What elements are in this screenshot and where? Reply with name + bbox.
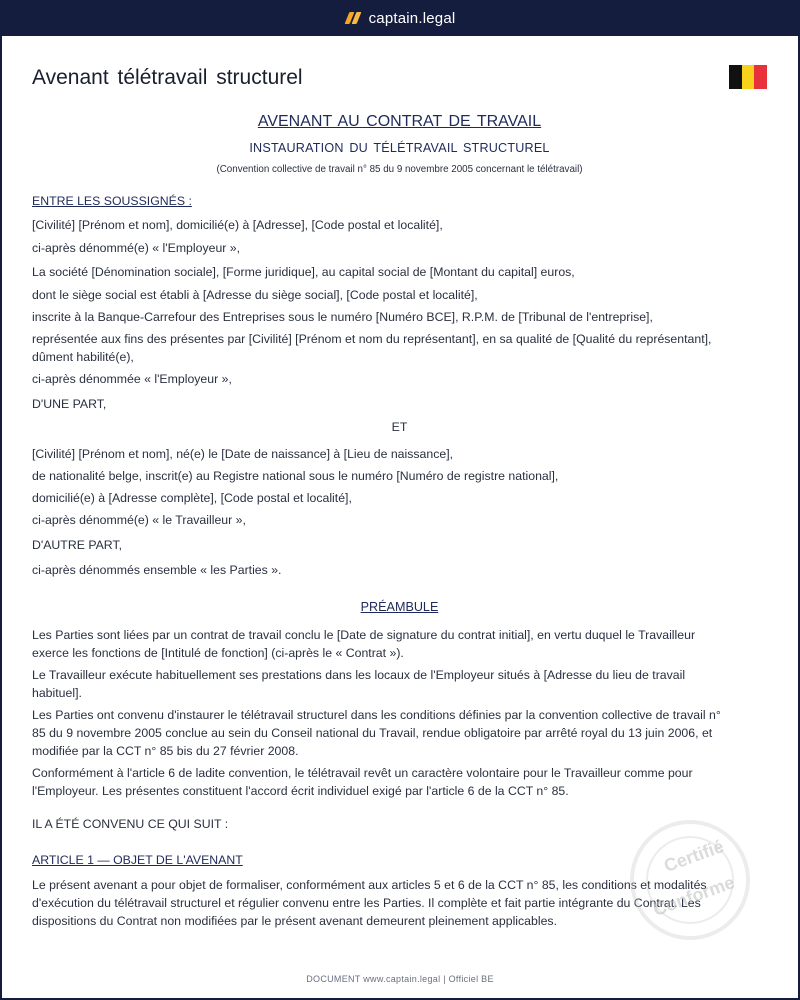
preamble-paragraph: Les Parties sont liées par un contrat de travail conclu le [Date de signature du contrat initial], en vertu duquel le Travailleur exerce les fonctions de [Intitulé de fonction] (ci-après le « Contrat »).: [32, 628, 696, 660]
party1-line: dont le siège social est établi à [Adresse du siège social], [Code postal et localité],: [32, 288, 478, 302]
party2-line: D'AUTRE PART,: [32, 538, 123, 552]
party2-line: de nationalité belge, inscrit(e) au Registre national sous le numéro [Numéro de registre national],: [32, 469, 559, 483]
certified-stamp: [630, 820, 750, 940]
party1-line: La société [Dénomination sociale], [Forme juridique], au capital social de [Montant du capital] euros,: [32, 265, 575, 279]
article1-paragraph: Le présent avenant a pour objet de formaliser, conformément aux articles 5 et 6 de la CCT n° 85, les conditions et modalités d'exécution du télétravail structurel et régulier convenu entre les Parties. Il complète et fait partie intégrante du Contrat. Les dispositions du Contrat non modifiées par le présent avenant demeurent pleinement applicables.: [32, 878, 707, 928]
party1-line: D'UNE PART,: [32, 397, 107, 411]
agreed-clause: IL A ÉTÉ CONVENU CE QUI SUIT :: [32, 817, 229, 831]
brand-name: captain.legal: [368, 9, 456, 27]
article1-heading: ARTICLE 1 — OBJET DE L'AVENANT: [32, 853, 243, 867]
party1-line: [Civilité] [Prénom et nom], domicilié(e) à [Adresse], [Code postal et localité],: [32, 218, 443, 232]
party1-line: représentée aux fins des présentes par [Civilité] [Prénom et nom du représentant], en sa qualité de [Qualité du représentant], dûment habilité(e),: [32, 332, 712, 364]
belgium-flag-icon: [729, 65, 767, 89]
brand[interactable]: [345, 10, 456, 27]
party2-line: domicilié(e) à [Adresse complète], [Code postal et localité],: [32, 491, 352, 505]
top-bar: [0, 0, 800, 36]
captain-legal-logo-icon: [345, 12, 361, 24]
footer: DOCUMENT www.captain.legal | Officiel BE: [306, 974, 494, 984]
party2-line: ci-après dénommés ensemble « les Parties ».: [32, 563, 282, 577]
party2-line: [Civilité] [Prénom et nom], né(e) le [Date de naissance] à [Lieu de naissance],: [32, 447, 454, 461]
preamble-paragraph: Les Parties ont convenu d'instaurer le télétravail structurel dans les conditions définies par la convention collective de travail n° 85 du 9 novembre 2005 conclue au sein du Conseil national du Travail, rendue obligatoire par arrêté royal du 13 juin 2006, et modifiée par la CCT n° 85 bis du 27 février 2008.: [32, 708, 721, 758]
page-title: Avenant télétravail structurel: [32, 66, 303, 89]
et-separator: ET: [391, 420, 408, 434]
preamble-paragraph: Le Travailleur exécute habituellement ses prestations dans les locaux de l'Employeur situés à [Adresse du lieu de travail habituel].: [32, 668, 686, 700]
document-title: AVENANT AU CONTRAT DE TRAVAIL: [257, 113, 542, 130]
party1-line: ci-après dénommée « l'Employeur »,: [32, 372, 232, 386]
stamp-line: Conforme: [650, 872, 738, 920]
document-subtitle: INSTAURATION DU TÉLÉTRAVAIL STRUCTUREL: [249, 141, 550, 155]
document-note: (Convention collective de travail n° 85 du 9 novembre 2005 concernant le télétravail): [216, 164, 583, 175]
stamp-line: Certifié: [661, 836, 727, 877]
parties-heading: ENTRE LES SOUSSIGNÉS :: [32, 194, 192, 208]
party1-line: ci-après dénommé(e) « l'Employeur »,: [32, 241, 241, 255]
preamble-paragraph: Conformément à l'article 6 de ladite convention, le télétravail revêt un caractère volontaire pour le Travailleur comme pour l'Employeur. Les présentes constituent l'accord écrit individuel exigé par l'article 6 de la CCT n° 85.: [32, 766, 693, 798]
party1-line: inscrite à la Banque-Carrefour des Entreprises sous le numéro [Numéro BCE], R.P.M. de [Tribunal de l'entreprise],: [32, 310, 653, 324]
preamble-heading: PRÉAMBULE: [360, 600, 439, 614]
party2-line: ci-après dénommé(e) « le Travailleur »,: [32, 513, 246, 527]
